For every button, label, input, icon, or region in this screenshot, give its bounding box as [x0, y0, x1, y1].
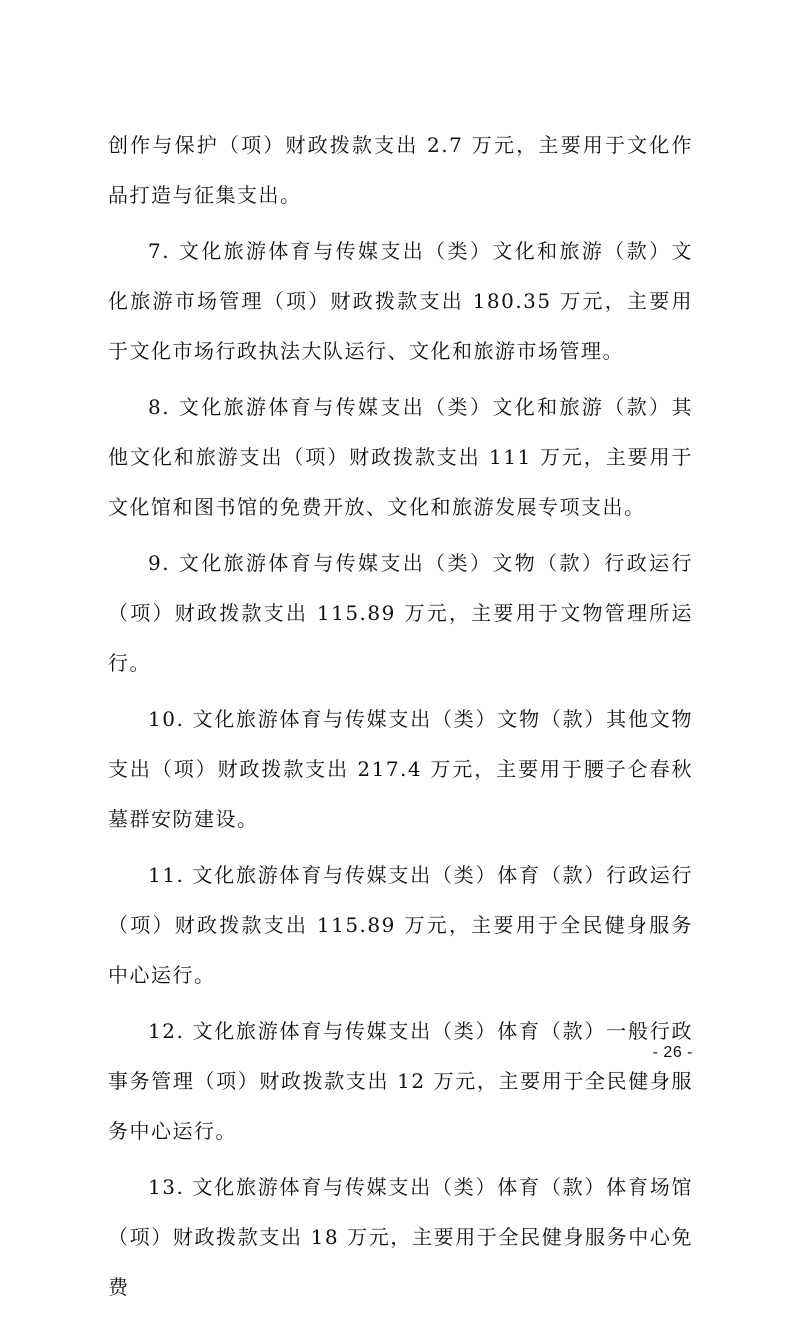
paragraph-continuation: 创作与保护（项）财政拨款支出 2.7 万元，主要用于文化作品打造与征集支出。	[108, 133, 693, 207]
paragraph-item-8: 8. 文化旅游体育与传媒支出（类）文化和旅游（款）其他文化和旅游支出（项）财政拨款支出 111 万元，主要用于文化馆和图书馆的免费开放、文化和旅游发展专项支出。	[108, 395, 693, 519]
paragraph-item-9: 9. 文化旅游体育与传媒支出（类）文物（款）行政运行（项）财政拨款支出 115.89 万元，主要用于文物管理所运行。	[108, 551, 693, 675]
document-body	[108, 120, 693, 1318]
paragraph-item-11: 11. 文化旅游体育与传媒支出（类）体育（款）行政运行（项）财政拨款支出 115.89 万元，主要用于全民健身服务中心运行。	[108, 863, 693, 987]
paragraph-item-10: 10. 文化旅游体育与传媒支出（类）文物（款）其他文物支出（项）财政拨款支出 217.4 万元，主要用于腰子仑春秋墓群安防建设。	[108, 707, 693, 831]
page-number: - 26 -	[652, 1044, 693, 1061]
paragraph-item-13: 13. 文化旅游体育与传媒支出（类）体育（款）体育场馆（项）财政拨款支出 18 万元，主要用于全民健身服务中心免费	[108, 1175, 693, 1299]
paragraph-item-7: 7. 文化旅游体育与传媒支出（类）文化和旅游（款）文化旅游市场管理（项）财政拨款支出 180.35 万元，主要用于文化市场行政执法大队运行、文化和旅游市场管理。	[108, 239, 693, 363]
paragraph-item-12: 12. 文化旅游体育与传媒支出（类）体育（款）一般行政事务管理（项）财政拨款支出 12 万元，主要用于全民健身服务中心运行。	[108, 1019, 693, 1143]
